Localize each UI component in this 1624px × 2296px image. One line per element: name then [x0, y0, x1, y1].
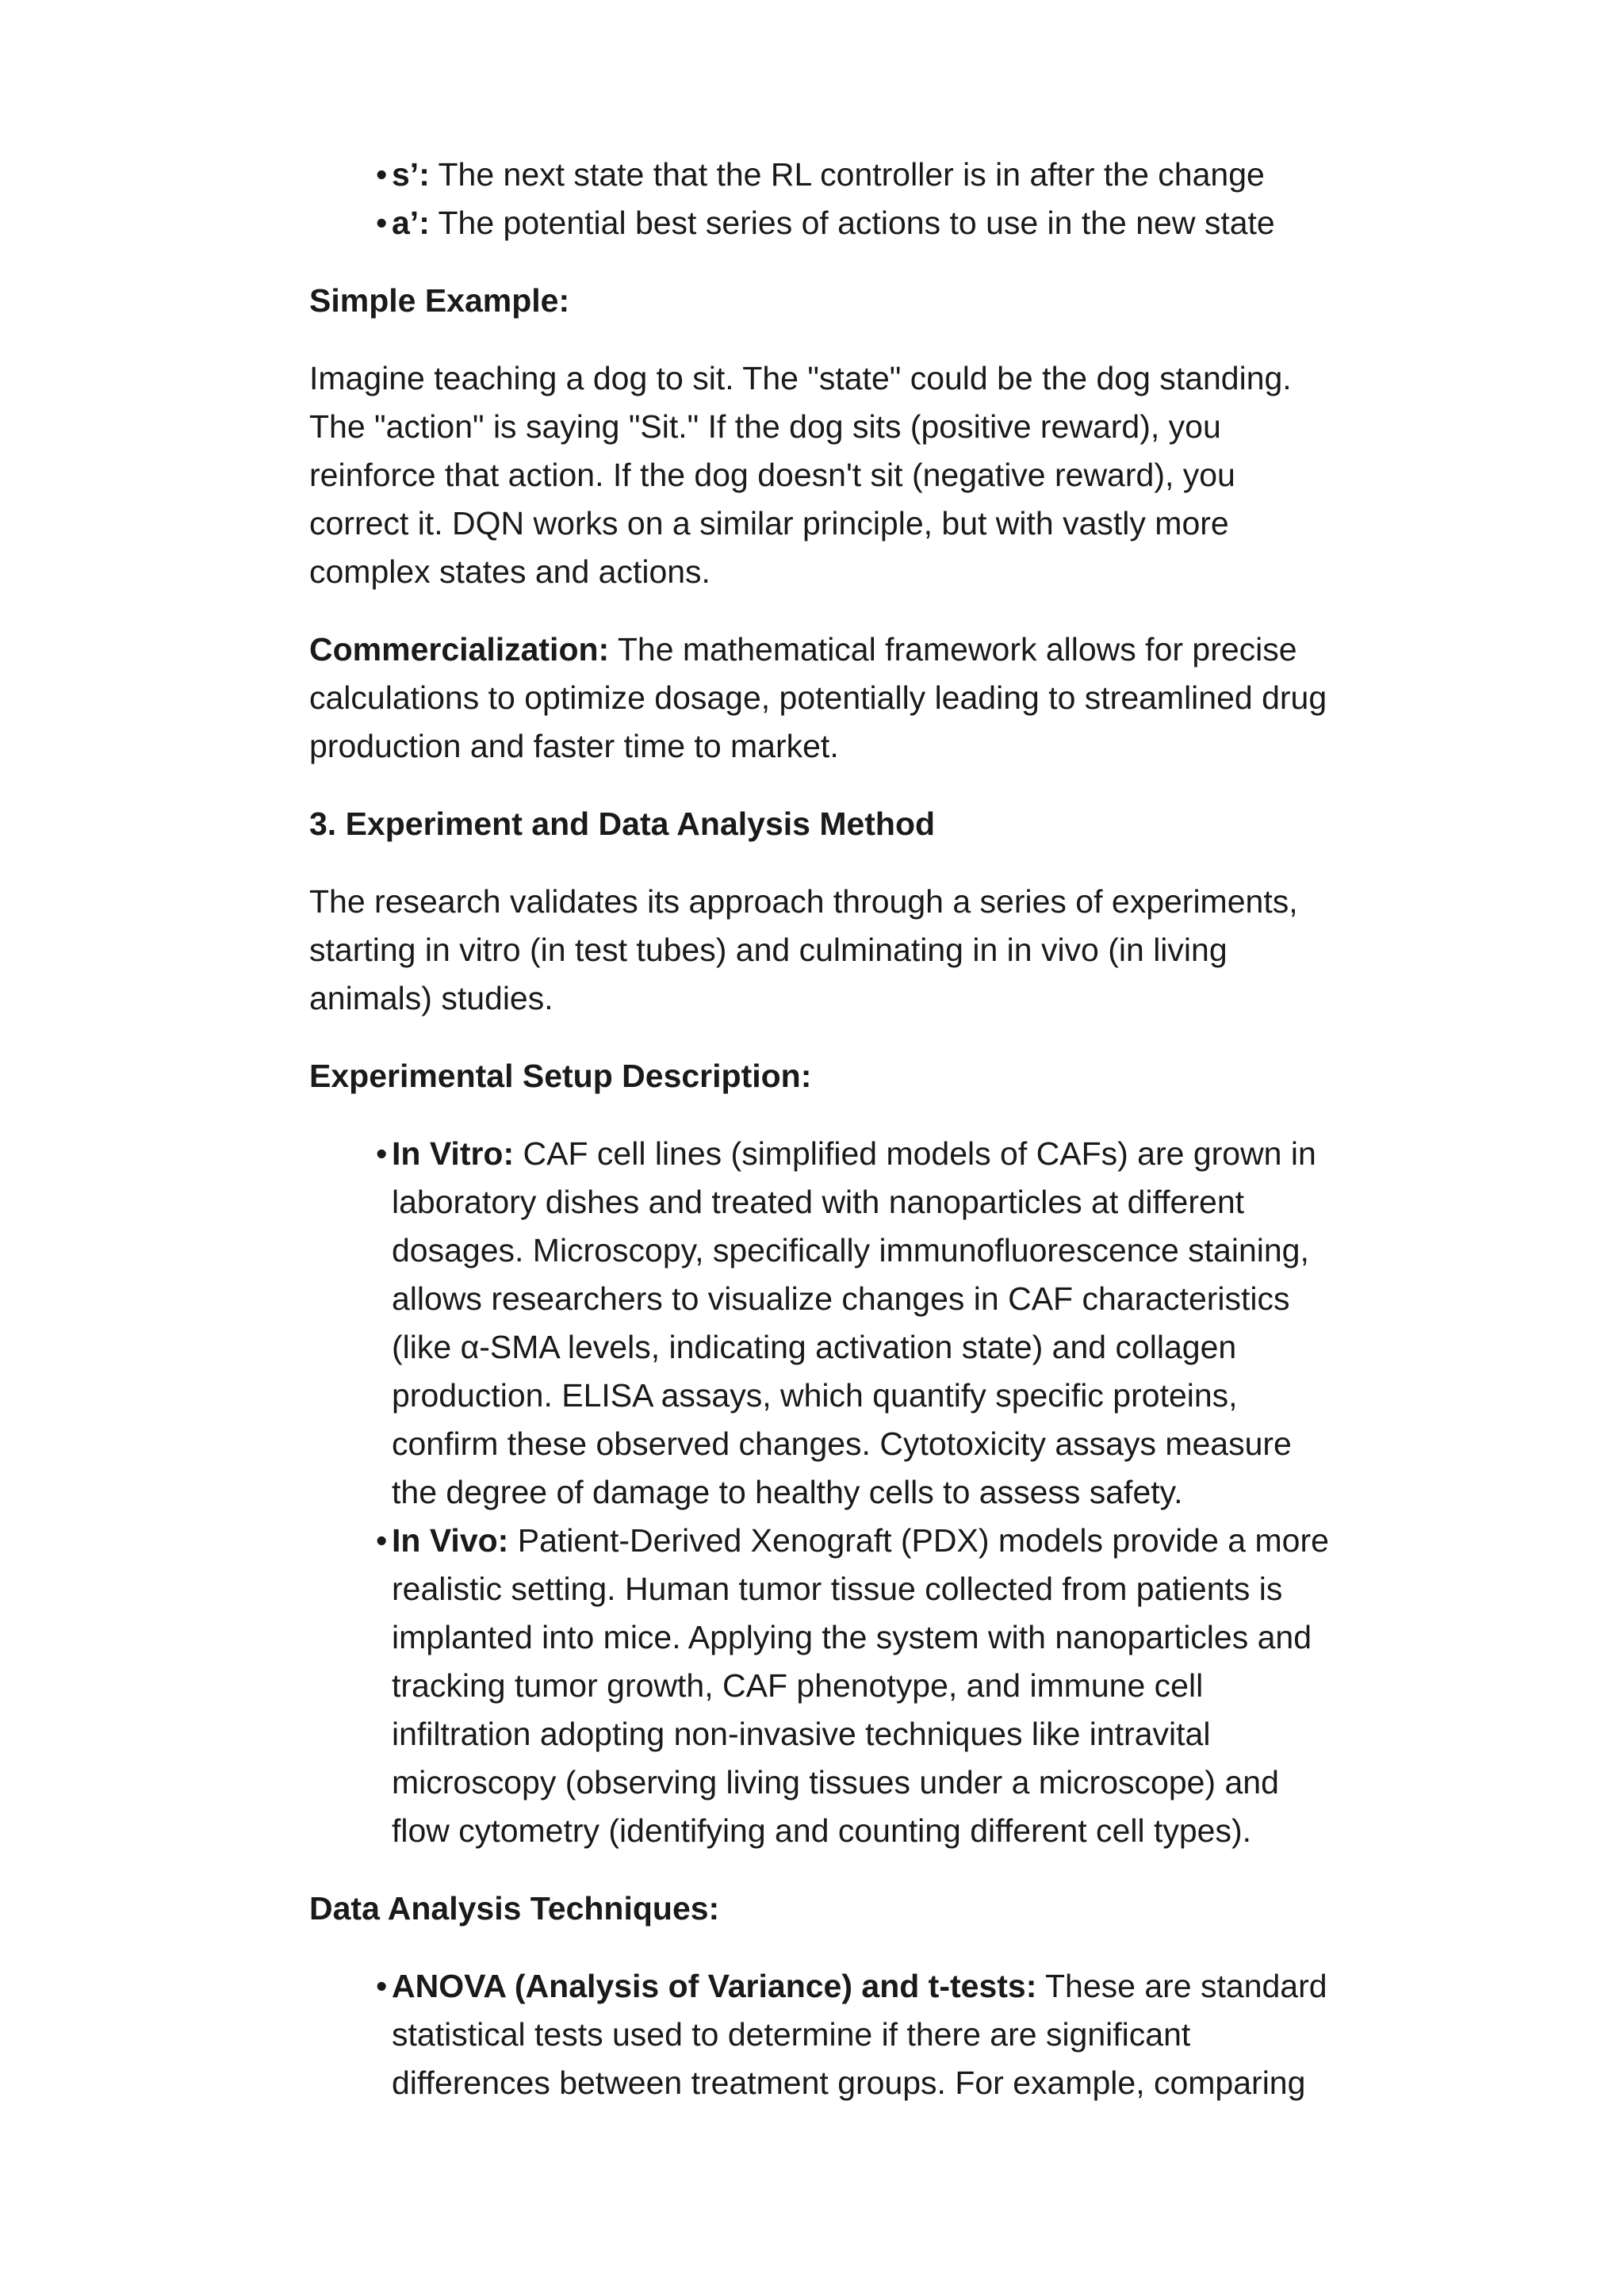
list-item — [392, 1517, 1340, 1855]
list-item-text: These are standard statistical tests used to determine if there are significant differences between treatment groups. For example, comparing — [392, 1968, 1327, 2101]
list-item-text: The potential best series of actions to use in the new state — [429, 205, 1275, 241]
experimental-setup-heading: Experimental Setup Description: — [309, 1058, 812, 1094]
experimental-setup-list — [309, 1130, 1340, 1855]
list-item — [392, 1962, 1340, 2107]
commercialization-term: Commercialization: — [309, 631, 610, 668]
list-item — [392, 151, 1340, 199]
data-analysis-heading: Data Analysis Techniques: — [309, 1890, 720, 1927]
list-item-term: In Vitro: — [392, 1135, 515, 1172]
variable-definition-list — [309, 151, 1340, 247]
data-analysis-list — [309, 1962, 1340, 2107]
list-item-term: s’: — [392, 156, 430, 193]
section-intro-paragraph: The research validates its approach through a series of experiments, starting in vitro (in test tubes) and culminating in in vivo (in living animals) studies. — [309, 883, 1298, 1016]
section-heading: 3. Experiment and Data Analysis Method — [309, 806, 936, 842]
list-item-text: The next state that the RL controller is in after the change — [429, 156, 1265, 193]
commercialization-text: The mathematical framework allows for precise calculations to optimize dosage, potentially leading to streamlined drug production and faster time to market. — [309, 631, 1327, 764]
document-page — [309, 151, 1340, 2107]
list-item-term: ANOVA (Analysis of Variance) and t-tests: — [392, 1968, 1037, 2004]
list-item — [392, 199, 1340, 247]
list-item-term: In Vivo: — [392, 1522, 509, 1559]
list-item-term: a’: — [392, 205, 430, 241]
simple-example-paragraph: Imagine teaching a dog to sit. The "state" could be the dog standing. The "action" is saying "Sit." If the dog sits (positive reward), you reinforce that action. If the dog doesn't sit (negative reward), you correct it. DQN works on a similar principle, but with vastly more complex states and actions. — [309, 360, 1292, 590]
list-item-text: Patient-Derived Xenograft (PDX) models provide a more realistic setting. Human tumor tissue collected from patients is implanted into mice. Applying the system with nanoparticles and tracking tumor growth, CAF phenotype, and immune cell infiltration adopting non-invasive techniques like intravital microscopy (observing living tissues under a microscope) and flow cytometry (identifying and counting different cell types). — [392, 1522, 1329, 1849]
simple-example-heading: Simple Example: — [309, 282, 570, 319]
list-item — [392, 1130, 1340, 1517]
list-item-text: CAF cell lines (simplified models of CAFs) are grown in laboratory dishes and treated with nanoparticles at different dosages. Microscopy, specifically immunofluorescence staining, allows researchers to visualize changes in CAF characteristics (like α-SMA levels, indicating activation state) and collagen production. ELISA assays, which quantify specific proteins, confirm these observed changes. Cytotoxicity assays measure the degree of damage to healthy cells to assess safety. — [392, 1135, 1316, 1510]
commercialization-paragraph — [309, 626, 1340, 771]
